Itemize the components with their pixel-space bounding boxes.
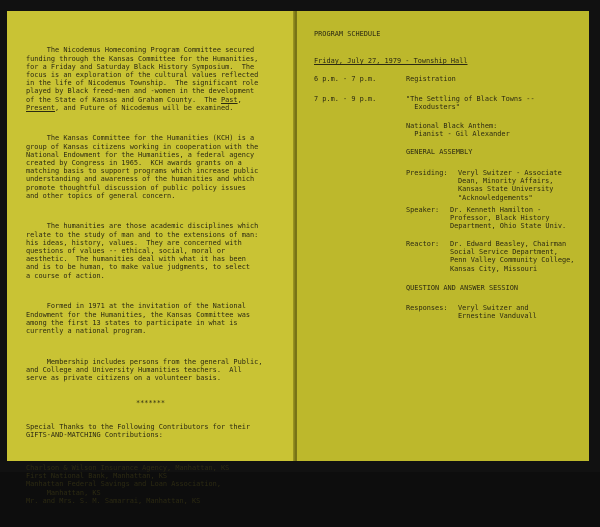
speaker-text: Dr. Kenneth Hamilton - Professor, Black History Department, Ohio State Univ. xyxy=(450,206,567,231)
responses-text: Veryl Switzer and Ernestine Vanduvall xyxy=(458,304,537,321)
reactor-text: Dr. Edward Beasley, Chairman Social Service Department, Penn Valley Community College, Kansas City, Missouri xyxy=(450,240,575,273)
anthem: National Black Anthem: Pianist - Gil Alexander xyxy=(406,122,510,139)
program-heading: PROGRAM SCHEDULE xyxy=(314,30,381,38)
session-event: "The Settling of Black Towns -- Exodusters" xyxy=(406,95,535,112)
left-column xyxy=(26,30,290,527)
general-assembly: GENERAL ASSEMBLY xyxy=(406,148,473,156)
separator-stars: ******* xyxy=(136,398,166,407)
intro-comma: , xyxy=(237,95,242,104)
date-line: Friday, July 27, 1979 - Township Hall xyxy=(314,57,468,65)
past-underlined: Past xyxy=(220,95,238,104)
membership-paragraph: Membership includes persons from the general Public, and College and University Humanities teachers. All serve as private citizens on a volunteer basis. xyxy=(26,357,263,382)
contributors-list: Charlson & Wilson Insurance Agency, Manhattan, KS First National Bank, Manhattan, KS Manhattan Federal Savings and Loan Association, Manhattan, KS Mr. and Mrs. S. M. Samarrai, Manhattan, KS xyxy=(26,463,230,505)
speaker-label: Speaker: xyxy=(406,206,440,214)
intro-text: The Nicodemus Homecoming Program Committee secured funding through the Kansas Committee for the Humanities, for a Friday and Saturday Black History Symposium. The focus is an exploration of the cultural values reflected in the life of Nicodemus Township. The significant role played by Black freed-men and -women in the development of the State of Kansas and Graham County. The xyxy=(26,46,259,104)
intro-tail: , and Future of Nicodemus will be examined. xyxy=(55,103,234,112)
presiding-label: Presiding: xyxy=(406,169,448,177)
present-underlined: Present xyxy=(26,103,56,112)
registration-time: 6 p.m. - 7 p.m. xyxy=(314,75,377,83)
registration-event: Registration xyxy=(406,75,456,83)
intro-paragraph xyxy=(26,46,290,112)
presiding-text: Veryl Switzer - Associate Dean, Minority Affairs, Kansas State University "Acknowledgements" xyxy=(458,169,562,202)
reactor-label: Reactor: xyxy=(406,240,440,248)
thanks-heading: Special Thanks to the Following Contributors for their GIFTS-AND-MATCHING Contributions: xyxy=(26,423,251,440)
qa-session: QUESTION AND ANSWER SESSION xyxy=(406,284,519,292)
session-time: 7 p.m. - 9 p.m. xyxy=(314,95,377,103)
kch-paragraph: The Kansas Committee for the Humanities (KCH) is a group of Kansas citizens working in cooperation with the National Endowment for the Humanities, a federal agency created by Congress in 1965. KCH awards grants on a matching basis to support programs which increase public understanding and awareness of the humanities and which promote thoughtful discussion of public policy issues and other topics of general concern. xyxy=(26,134,259,200)
responses-label: Responses: xyxy=(406,304,448,312)
humanities-paragraph: The humanities are those academic disciplines which relate to the study of man and to the extensions of man: his ideas, history, values. They are concerned with questions of values -- ethical, social, moral or aesthetic. The humanities deal with what it has been and is to be human, to make value judgments, to select a course of action. xyxy=(26,222,259,280)
formed-paragraph: Formed in 1971 at the invitation of the National Endowment for the Humanities, the Kansas Committee was among the first 13 states to participate in what is currently a national program. xyxy=(26,302,251,335)
